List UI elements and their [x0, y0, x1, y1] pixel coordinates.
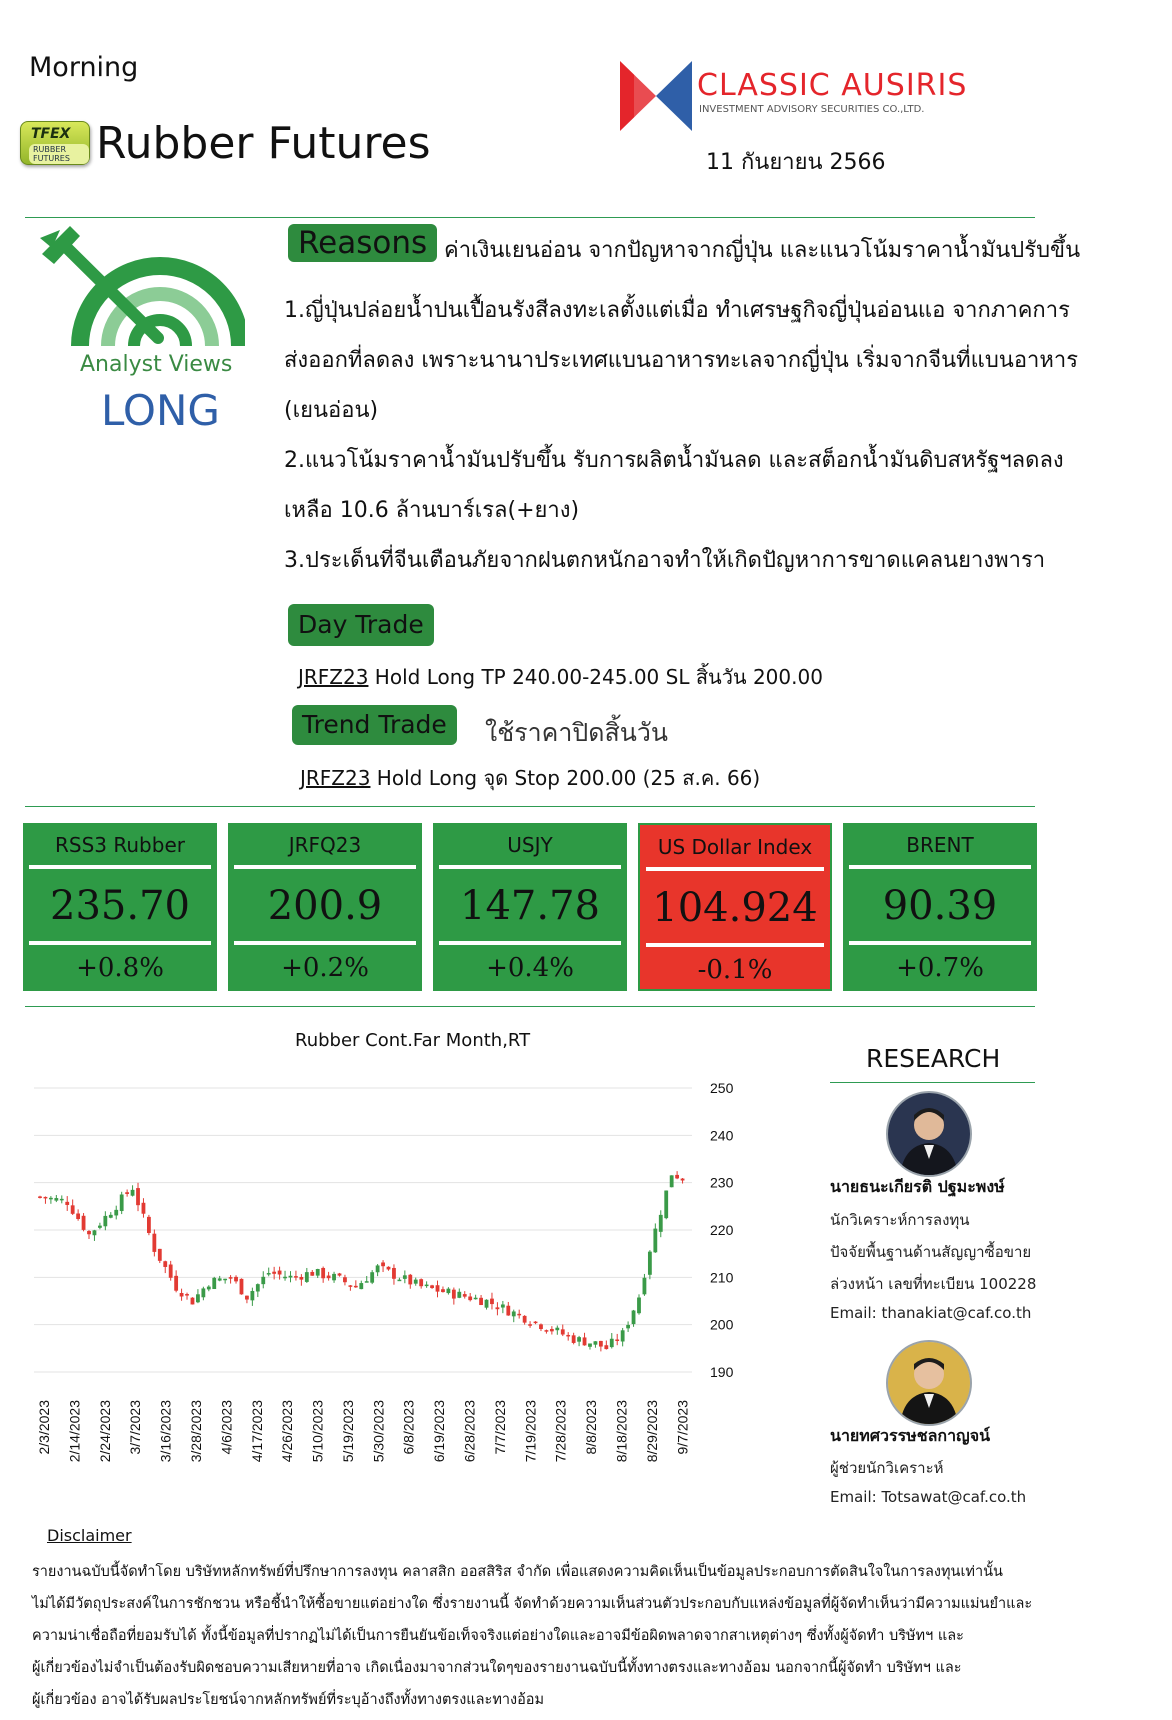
candle-body — [163, 1261, 167, 1267]
candle-body — [485, 1300, 489, 1308]
y-tick-label: 190 — [710, 1364, 734, 1380]
y-tick-label: 210 — [710, 1269, 734, 1286]
x-tick-label: 3/7/2023 — [127, 1400, 144, 1455]
quote-value: 90.39 — [882, 883, 998, 929]
disclaimer-title: Disclaimer — [47, 1526, 132, 1545]
candle-body — [599, 1341, 603, 1347]
candle-body — [180, 1293, 184, 1296]
quote-card-usjy — [433, 823, 627, 991]
analyst-photo-icon — [888, 1093, 970, 1175]
x-tick-label: 2/14/2023 — [66, 1400, 83, 1463]
candle-body — [604, 1345, 608, 1349]
quote-card-rss3 — [23, 823, 217, 991]
classic-ausiris-logo-icon — [620, 61, 692, 131]
candle-body — [446, 1289, 450, 1293]
quote-change: +0.7% — [896, 953, 984, 983]
candle-body — [338, 1273, 342, 1275]
candle-body — [501, 1304, 505, 1307]
reason-line: 3.ประเด็นที่จีนเตือนภัยจากฝนตกหนักอาจทำให้เกิดปัญหาการขาดแคลนยางพารา — [284, 548, 1046, 573]
divider — [25, 217, 1035, 218]
x-tick-label: 4/6/2023 — [218, 1400, 235, 1455]
candle-body — [234, 1277, 238, 1281]
divider — [25, 1006, 1035, 1007]
candle-body — [414, 1280, 418, 1284]
quote-card-dxy — [638, 823, 832, 991]
disclaimer-line: ความน่าเชื่อถือที่ยอมรับได้ ทั้งนี้ข้อมูลที่ปรากฏไม่ได้เป็นการยืนยันข้อเท็จจริงแต่อย่างใดและอาจมีข้อผิดพลาดจากสาเหตุต่างๆ ซึ่งทั้งผู้จัดทำ บริษัทฯ และ — [32, 1628, 964, 1644]
candle-body — [517, 1314, 521, 1316]
x-tick-label: 6/28/2023 — [461, 1400, 478, 1463]
candle-body — [468, 1297, 472, 1301]
candle-body — [71, 1205, 75, 1213]
candle-body — [621, 1330, 625, 1341]
reasons-summary: ค่าเงินเยนอ่อน จากปัญหาจากญี่ปุ่น และแนวโน้มราคาน้ำมันปรับขึ้น — [444, 238, 1081, 263]
analyst-email: Email: thanakiat@caf.co.th — [830, 1304, 1032, 1322]
candle-body — [283, 1277, 287, 1279]
y-tick-label: 200 — [710, 1316, 734, 1333]
quote-name: BRENT — [906, 833, 974, 857]
brand-subtitle: INVESTMENT ADVISORY SECURITIES CO.,LTD. — [699, 104, 925, 115]
report-session-label: Morning — [29, 52, 139, 83]
analyst-views-label: Analyst Views — [80, 352, 233, 377]
quote-name: USJY — [507, 833, 553, 857]
divider — [830, 1082, 1035, 1083]
candle-body — [365, 1281, 369, 1283]
candle-body — [142, 1203, 146, 1214]
candle-body — [185, 1294, 189, 1296]
x-tick-label: 6/19/2023 — [431, 1400, 448, 1463]
candle-body — [310, 1272, 314, 1276]
quote-value: 235.70 — [50, 883, 190, 929]
candle-body — [267, 1273, 271, 1275]
divider — [25, 806, 1035, 807]
candle-body — [643, 1278, 647, 1295]
day-trade-symbol: JRFZ23 — [298, 665, 369, 689]
candle-body — [408, 1275, 412, 1285]
candle-body — [98, 1226, 102, 1228]
candle-body — [425, 1285, 429, 1287]
trend-trade-symbol: JRFZ23 — [300, 766, 371, 790]
candle-body — [201, 1288, 205, 1297]
x-tick-label: 4/17/2023 — [248, 1400, 265, 1463]
candle-body — [403, 1275, 407, 1279]
candle-body — [327, 1276, 331, 1279]
reason-line: (เยนอ่อน) — [284, 398, 379, 423]
candle-body — [430, 1285, 434, 1288]
x-tick-label: 3/28/2023 — [187, 1400, 204, 1463]
candle-body — [463, 1294, 467, 1297]
candle-body — [490, 1299, 494, 1304]
x-tick-label: 8/18/2023 — [613, 1400, 630, 1463]
candle-body — [250, 1291, 254, 1300]
quote-change: -0.1% — [697, 955, 773, 985]
candle-body — [632, 1311, 636, 1325]
candle-body — [594, 1341, 598, 1344]
tfex-logo-text: TFEX — [31, 126, 71, 142]
quote-name: RSS3 Rubber — [55, 833, 185, 857]
candle-body — [114, 1210, 118, 1216]
candle-body — [664, 1191, 668, 1219]
y-tick-label: 250 — [710, 1080, 734, 1096]
quote-value: 200.9 — [267, 883, 383, 929]
candle-body — [441, 1289, 445, 1292]
x-tick-label: 6/8/2023 — [400, 1400, 417, 1455]
candle-body — [218, 1278, 222, 1280]
avatar — [886, 1091, 972, 1177]
x-tick-label: 5/30/2023 — [370, 1400, 387, 1463]
candle-body — [452, 1290, 456, 1299]
candle-body — [316, 1269, 320, 1276]
tfex-logo-subtext: RUBBER FUTURES — [29, 144, 89, 164]
candle-body — [229, 1277, 233, 1279]
candle-body — [376, 1265, 380, 1272]
research-title: RESEARCH — [866, 1044, 1001, 1073]
analyst-detail: ล่วงหน้า เลขที่ทะเบียน 100228 — [830, 1275, 1037, 1293]
candle-body — [354, 1286, 358, 1288]
trend-trade-recommendation — [300, 762, 760, 794]
analyst-name: นายทศวรรษชลกาญจน์ — [830, 1426, 990, 1445]
candle-body — [131, 1190, 135, 1196]
candle-body — [512, 1311, 516, 1316]
candle-body — [158, 1249, 162, 1261]
candle-body — [289, 1276, 293, 1278]
reason-line: ส่งออกที่ลดลง เพราะนานาประเทศแบนอาหารทะเลจากญี่ปุ่น เริ่มจากจีนที่แบนอาหาร — [284, 348, 1079, 373]
candle-body — [125, 1192, 129, 1194]
disclaimer-line: รายงานฉบับนี้จัดทำโดย บริษัทหลักทรัพย์ที่ปรึกษาการลงทุน คลาสสิก ออสสิริส จำกัด เพื่อแสดงความคิดเห็นเป็นข้อมูลประกอบการตัดสินใจในการลงทุนเท่านั้น — [32, 1564, 1003, 1580]
quote-card-jrfq23 — [228, 823, 422, 991]
candle-body — [659, 1215, 663, 1232]
tfex-logo — [20, 121, 90, 165]
candle-body — [566, 1335, 570, 1337]
candlestick-chart — [20, 1060, 820, 1520]
candle-body — [76, 1213, 80, 1219]
candle-body — [147, 1217, 151, 1233]
candle-body — [120, 1194, 124, 1211]
dart-target-icon — [40, 226, 245, 356]
candle-body — [174, 1276, 178, 1291]
analyst-photo-icon — [888, 1342, 970, 1424]
candle-body — [523, 1316, 527, 1323]
analyst-position: LONG — [101, 386, 220, 435]
candle-body — [539, 1324, 543, 1329]
candle-body — [610, 1339, 614, 1347]
candle-body — [577, 1337, 581, 1342]
x-tick-label: 8/29/2023 — [643, 1400, 660, 1463]
candle-body — [653, 1229, 657, 1253]
candle-body — [169, 1265, 173, 1278]
x-tick-label: 7/7/2023 — [491, 1400, 508, 1455]
candle-body — [348, 1285, 352, 1287]
candle-body — [38, 1196, 42, 1198]
candle-body — [436, 1285, 440, 1291]
quote-name: US Dollar Index — [657, 835, 813, 859]
x-tick-label: 5/10/2023 — [309, 1400, 326, 1463]
candle-body — [343, 1277, 347, 1282]
candle-body — [196, 1294, 200, 1302]
candle-body — [387, 1267, 391, 1270]
candle-body — [87, 1231, 91, 1234]
avatar — [886, 1340, 972, 1426]
candle-body — [65, 1202, 69, 1205]
candle-body — [54, 1198, 58, 1201]
candle-body — [479, 1298, 483, 1305]
candle-body — [534, 1322, 538, 1324]
trend-trade-text: Hold Long จุด Stop 200.00 (25 ส.ค. 66) — [370, 766, 761, 790]
candle-body — [256, 1284, 260, 1291]
quote-change: +0.4% — [486, 953, 574, 983]
x-tick-label: 2/24/2023 — [96, 1400, 113, 1463]
quote-value: 147.78 — [460, 883, 600, 929]
candle-body — [545, 1330, 549, 1332]
candle-body — [572, 1335, 576, 1343]
chart-title: Rubber Cont.Far Month,RT — [295, 1030, 531, 1051]
candle-body — [637, 1298, 641, 1314]
candle-body — [109, 1215, 113, 1218]
candle-body — [555, 1328, 559, 1331]
y-tick-label: 240 — [710, 1127, 734, 1144]
page-title: Rubber Futures — [96, 118, 431, 169]
trend-trade-tag: Trend Trade — [292, 705, 457, 745]
candle-body — [93, 1230, 97, 1235]
candle-body — [60, 1199, 64, 1201]
y-tick-label: 220 — [710, 1222, 734, 1238]
candle-body — [82, 1216, 86, 1230]
candle-body — [245, 1296, 249, 1300]
candle-body — [457, 1292, 461, 1298]
x-tick-label: 2/3/2023 — [36, 1400, 52, 1455]
reason-line: เหลือ 10.6 ล้านบาร์เรล(+ยาง) — [284, 498, 580, 523]
candle-body — [419, 1279, 423, 1286]
reason-line: 2.แนวโน้มราคาน้ำมันปรับขึ้น รับการผลิตน้ำมันลด และสต็อกน้ำมันดิบสหรัฐฯลดลง — [284, 448, 1064, 473]
candle-body — [626, 1325, 630, 1328]
quote-name: JRFQ23 — [288, 833, 362, 857]
candle-body — [648, 1252, 652, 1275]
analyst-title: ผู้ช่วยนักวิเคราะห์ — [830, 1459, 944, 1477]
candle-body — [615, 1340, 619, 1342]
candle-body — [397, 1280, 401, 1282]
candle-body — [496, 1307, 500, 1309]
candle-body — [136, 1188, 140, 1205]
brand-name: CLASSIC AUSIRIS — [697, 68, 968, 103]
candle-body — [49, 1198, 53, 1200]
x-tick-label: 9/7/2023 — [674, 1400, 691, 1455]
candle-body — [392, 1268, 396, 1279]
x-tick-label: 5/19/2023 — [339, 1400, 356, 1463]
candle-body — [299, 1277, 303, 1280]
candle-body — [152, 1234, 156, 1252]
disclaimer-line: ไม่ได้มีวัตถุประสงค์ในการชักชวน หรือชี้นำให้ซื้อขายแต่อย่างใด ซึ่งรายงานนี้ จัดทำด้วยความเห็นส่วนตัวประกอบกับแหล่งข้อมูลที่ผู้จัดทำเห็นว่ามีความแม่นยำและ — [32, 1596, 1033, 1612]
candle-body — [381, 1262, 385, 1266]
candle-body — [528, 1324, 532, 1326]
candle-body — [294, 1276, 298, 1278]
candle-body — [670, 1175, 674, 1187]
day-trade-recommendation — [298, 661, 823, 693]
candle-body — [240, 1279, 244, 1294]
trend-trade-note: ใช้ราคาปิดสิ้นวัน — [485, 718, 668, 747]
candle-body — [675, 1175, 679, 1179]
candle-body — [207, 1287, 211, 1290]
x-tick-label: 7/28/2023 — [552, 1400, 569, 1463]
candle-body — [332, 1274, 336, 1280]
quote-change: +0.2% — [281, 953, 369, 983]
candle-body — [370, 1272, 374, 1282]
candle-body — [681, 1179, 685, 1181]
candle-body — [261, 1277, 265, 1284]
analyst-email: Email: Totsawat@caf.co.th — [830, 1488, 1027, 1506]
candle-body — [321, 1268, 325, 1278]
quote-card-brent — [843, 823, 1037, 991]
candle-body — [305, 1272, 309, 1282]
analyst-name: นายธนะเกียรติ ปฐมะพงษ์ — [830, 1177, 1005, 1196]
analyst-detail: ปัจจัยพื้นฐานด้านสัญญาซื้อขาย — [830, 1243, 1032, 1261]
candle-body — [191, 1298, 195, 1305]
candle-body — [474, 1298, 478, 1300]
y-tick-label: 230 — [710, 1174, 734, 1191]
candle-body — [272, 1272, 276, 1274]
reasons-tag: Reasons — [288, 224, 437, 262]
x-tick-label: 8/8/2023 — [583, 1400, 600, 1455]
candle-body — [223, 1279, 227, 1281]
candle-body — [506, 1306, 510, 1316]
disclaimer-line: ผู้เกี่ยวข้องไม่จำเป็นต้องรับผิดชอบความเสียหายที่อาจ เกิดเนื่องมาจากส่วนใดๆของรายงานฉบับนี้ทั้งทางตรงและทางอ้อม นอกจากนี้ผู้จัดทำ บริษัทฯ และ — [32, 1660, 962, 1676]
quote-value: 104.924 — [652, 885, 818, 931]
candle-body — [212, 1278, 216, 1289]
candle-body — [44, 1197, 48, 1199]
analyst-title: นักวิเคราะห์การลงทุน — [830, 1211, 970, 1229]
candle-body — [103, 1216, 107, 1226]
candle-body — [359, 1283, 363, 1289]
day-trade-text: Hold Long TP 240.00-245.00 SL สิ้นวัน 200.00 — [368, 665, 823, 689]
reason-line: 1.ญี่ปุ่นปล่อยน้ำปนเปื้อนรังสีลงทะเลตั้งแต่เมื่อ ทำเศรษฐกิจญี่ปุ่นอ่อนแอ จากภาคการ — [284, 298, 1070, 323]
disclaimer-line: ผู้เกี่ยวข้อง อาจได้รับผลประโยชน์จากหลักทรัพย์ที่ระบุอ้างถึงทั้งทางตรงและทางอ้อม — [32, 1692, 545, 1708]
x-tick-label: 7/19/2023 — [522, 1400, 539, 1463]
candle-body — [278, 1271, 282, 1275]
candle-body — [550, 1329, 554, 1331]
x-tick-label: 4/26/2023 — [279, 1400, 296, 1463]
quote-change: +0.8% — [76, 953, 164, 983]
day-trade-tag: Day Trade — [288, 604, 434, 646]
candle-body — [588, 1343, 592, 1346]
candle-body — [561, 1329, 565, 1334]
candle-body — [583, 1337, 587, 1345]
report-date: 11 กันยายน 2566 — [706, 150, 886, 175]
x-tick-label: 3/16/2023 — [157, 1400, 174, 1463]
